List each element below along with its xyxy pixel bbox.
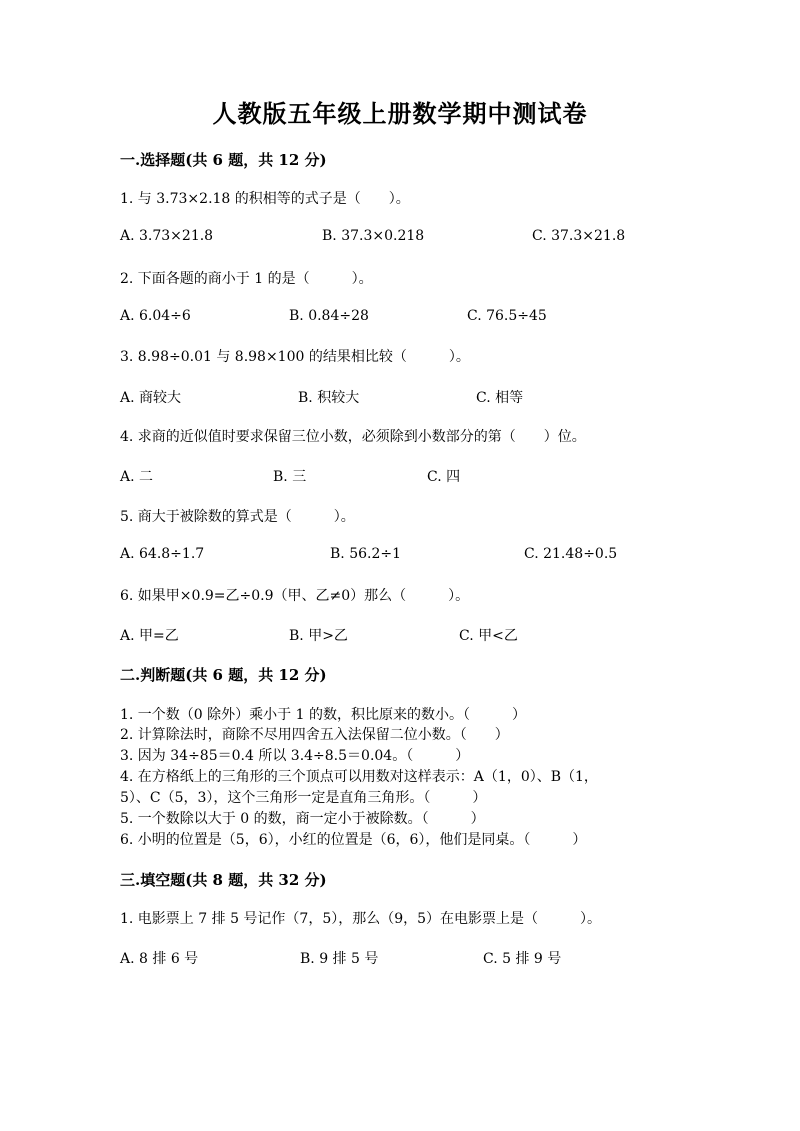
question-1-6: 6. 如果甲×0.9=乙÷0.9（甲、乙≠0）那么（ ）。 (120, 588, 470, 604)
option-c: C. 21.48÷0.5 (524, 546, 618, 562)
question-3-1: 1. 电影票上 7 排 5 号记作（7，5），那么（9，5）在电影票上是（ ）。 (120, 911, 602, 927)
judgment-line: 1. 一个数（0 除外）乘小于 1 的数，积比原来的数小。（ ） (120, 707, 526, 723)
option-c: C. 37.3×21.8 (532, 228, 626, 244)
option-c: C. 5 排 9 号 (483, 951, 562, 967)
option-a: A. 8 排 6 号 (120, 951, 199, 967)
option-b: B. 56.2÷1 (330, 546, 401, 562)
option-a: A. 甲=乙 (120, 628, 179, 644)
option-b: B. 甲>乙 (289, 628, 348, 644)
option-a: A. 64.8÷1.7 (120, 546, 205, 562)
question-1-1: 1. 与 3.73×2.18 的积相等的式子是（ ）。 (120, 191, 410, 207)
section-heading-judgment: 二.判断题(共 6 题，共 12 分) (120, 666, 327, 684)
option-a: A. 6.04÷6 (120, 308, 191, 324)
question-1-2: 2. 下面各题的商小于 1 的是（ ）。 (120, 271, 373, 287)
option-a: A. 3.73×21.8 (120, 228, 214, 244)
option-c: C. 四 (427, 469, 461, 485)
judgment-line: 4. 在方格纸上的三角形的三个顶点可以用数对这样表示：A（1，0）、B（1， (120, 769, 598, 785)
option-c: C. 甲<乙 (459, 628, 518, 644)
option-b: B. 三 (273, 469, 307, 485)
option-b: B. 37.3×0.218 (322, 228, 425, 244)
section-heading-choice: 一.选择题(共 6 题，共 12 分) (120, 151, 327, 169)
option-a: A. 商较大 (120, 390, 182, 406)
judgment-line: 5）、C（5，3），这个三角形一定是直角三角形。（ ） (120, 790, 487, 806)
question-1-5: 5. 商大于被除数的算式是（ ）。 (120, 509, 355, 525)
page-title: 人教版五年级上册数学期中测试卷 (212, 99, 588, 128)
option-a: A. 二 (120, 469, 154, 485)
option-b: B. 积较大 (298, 390, 360, 406)
question-1-3: 3. 8.98÷0.01 与 8.98×100 的结果相比较（ ）。 (120, 349, 470, 365)
judgment-line: 2. 计算除法时，商除不尽用四舍五入法保留二位小数。（ ） (120, 727, 509, 743)
section-heading-fill: 三.填空题(共 8 题，共 32 分) (120, 871, 327, 889)
option-c: C. 相等 (476, 390, 524, 406)
judgment-line: 6. 小明的位置是（5，6），小红的位置是（6，6），他们是同桌。（ ） (120, 832, 587, 848)
judgment-line: 5. 一个数除以大于 0 的数，商一定小于被除数。（ ） (120, 811, 485, 827)
option-b: B. 0.84÷28 (289, 308, 369, 324)
judgment-line: 3. 因为 34÷85＝0.4 所以 3.4÷8.5＝0.04。（ ） (120, 748, 470, 764)
option-c: C. 76.5÷45 (467, 308, 547, 324)
question-1-4: 4. 求商的近似值时要求保留三位小数，必须除到小数部分的第（ ）位。 (120, 429, 586, 445)
option-b: B. 9 排 5 号 (300, 951, 379, 967)
